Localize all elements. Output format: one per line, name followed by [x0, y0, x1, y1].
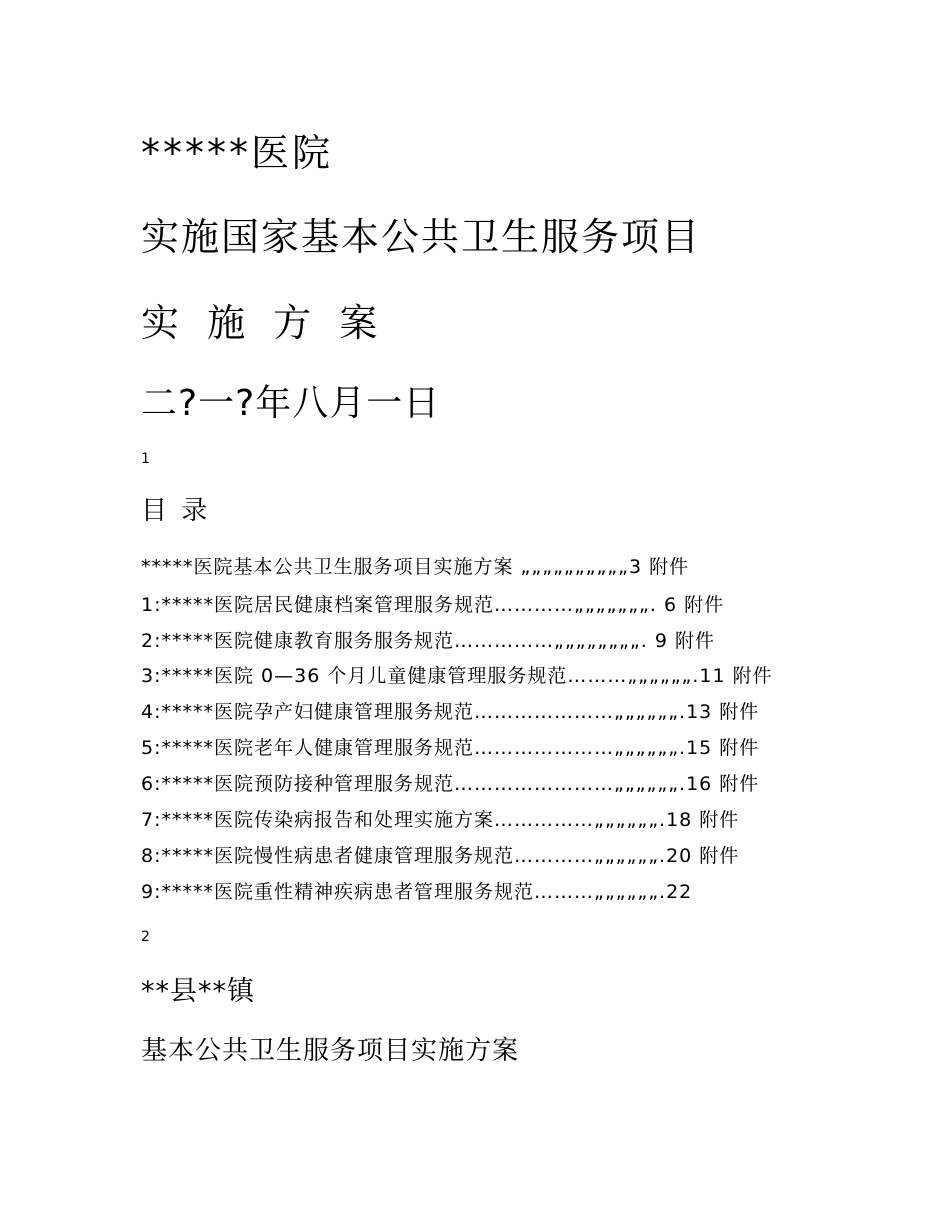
toc-entry: 3:*****医院 0—36 个月儿童健康管理服务规范………„„„„„„.11 附件 — [141, 665, 773, 687]
section-county-title: **县**镇 — [141, 976, 255, 1007]
cover-date: 二?一?年八月一日 — [141, 383, 441, 424]
cover-project-title: 实施国家基本公共卫生服务项目 — [141, 215, 702, 259]
page-number: 2 — [141, 929, 150, 945]
toc-entry: 4:*****医院孕产妇健康管理服务规范…………………„„„„„„.13 附件 — [141, 701, 760, 723]
toc-entry: 5:*****医院老年人健康管理服务规范…………………„„„„„„.15 附件 — [141, 737, 760, 759]
page-number: 1 — [141, 451, 150, 467]
toc-entry: 2:*****医院健康教育服务服务规范……………„„„„„„„„. 9 附件 — [141, 630, 715, 652]
toc-entry: 6:*****医院预防接种管理服务规范……………………„„„„„„.16 附件 — [141, 773, 760, 795]
cover-hospital-name: *****医院 — [141, 131, 334, 175]
section-plan-title: 基本公共卫生服务项目实施方案 — [141, 1036, 520, 1066]
toc-entry: 8:*****医院慢性病患者健康管理服务规范…………„„„„„„.20 附件 — [141, 845, 740, 867]
toc-title: 目 录 — [141, 496, 208, 526]
toc-entry: *****医院基本公共卫生服务项目实施方案 „„„„„„„„„„3 附件 — [141, 556, 690, 578]
toc-entry: 7:*****医院传染病报告和处理实施方案……………„„„„„„.18 附件 — [141, 809, 740, 831]
toc-entry: 1:*****医院居民健康档案管理服务规范…………„„„„„„„. 6 附件 — [141, 594, 725, 616]
cover-plan-title: 实 施 方 案 — [141, 301, 378, 345]
toc-entry: 9:*****医院重性精神疾病患者管理服务规范………„„„„„„.22 — [141, 881, 693, 903]
